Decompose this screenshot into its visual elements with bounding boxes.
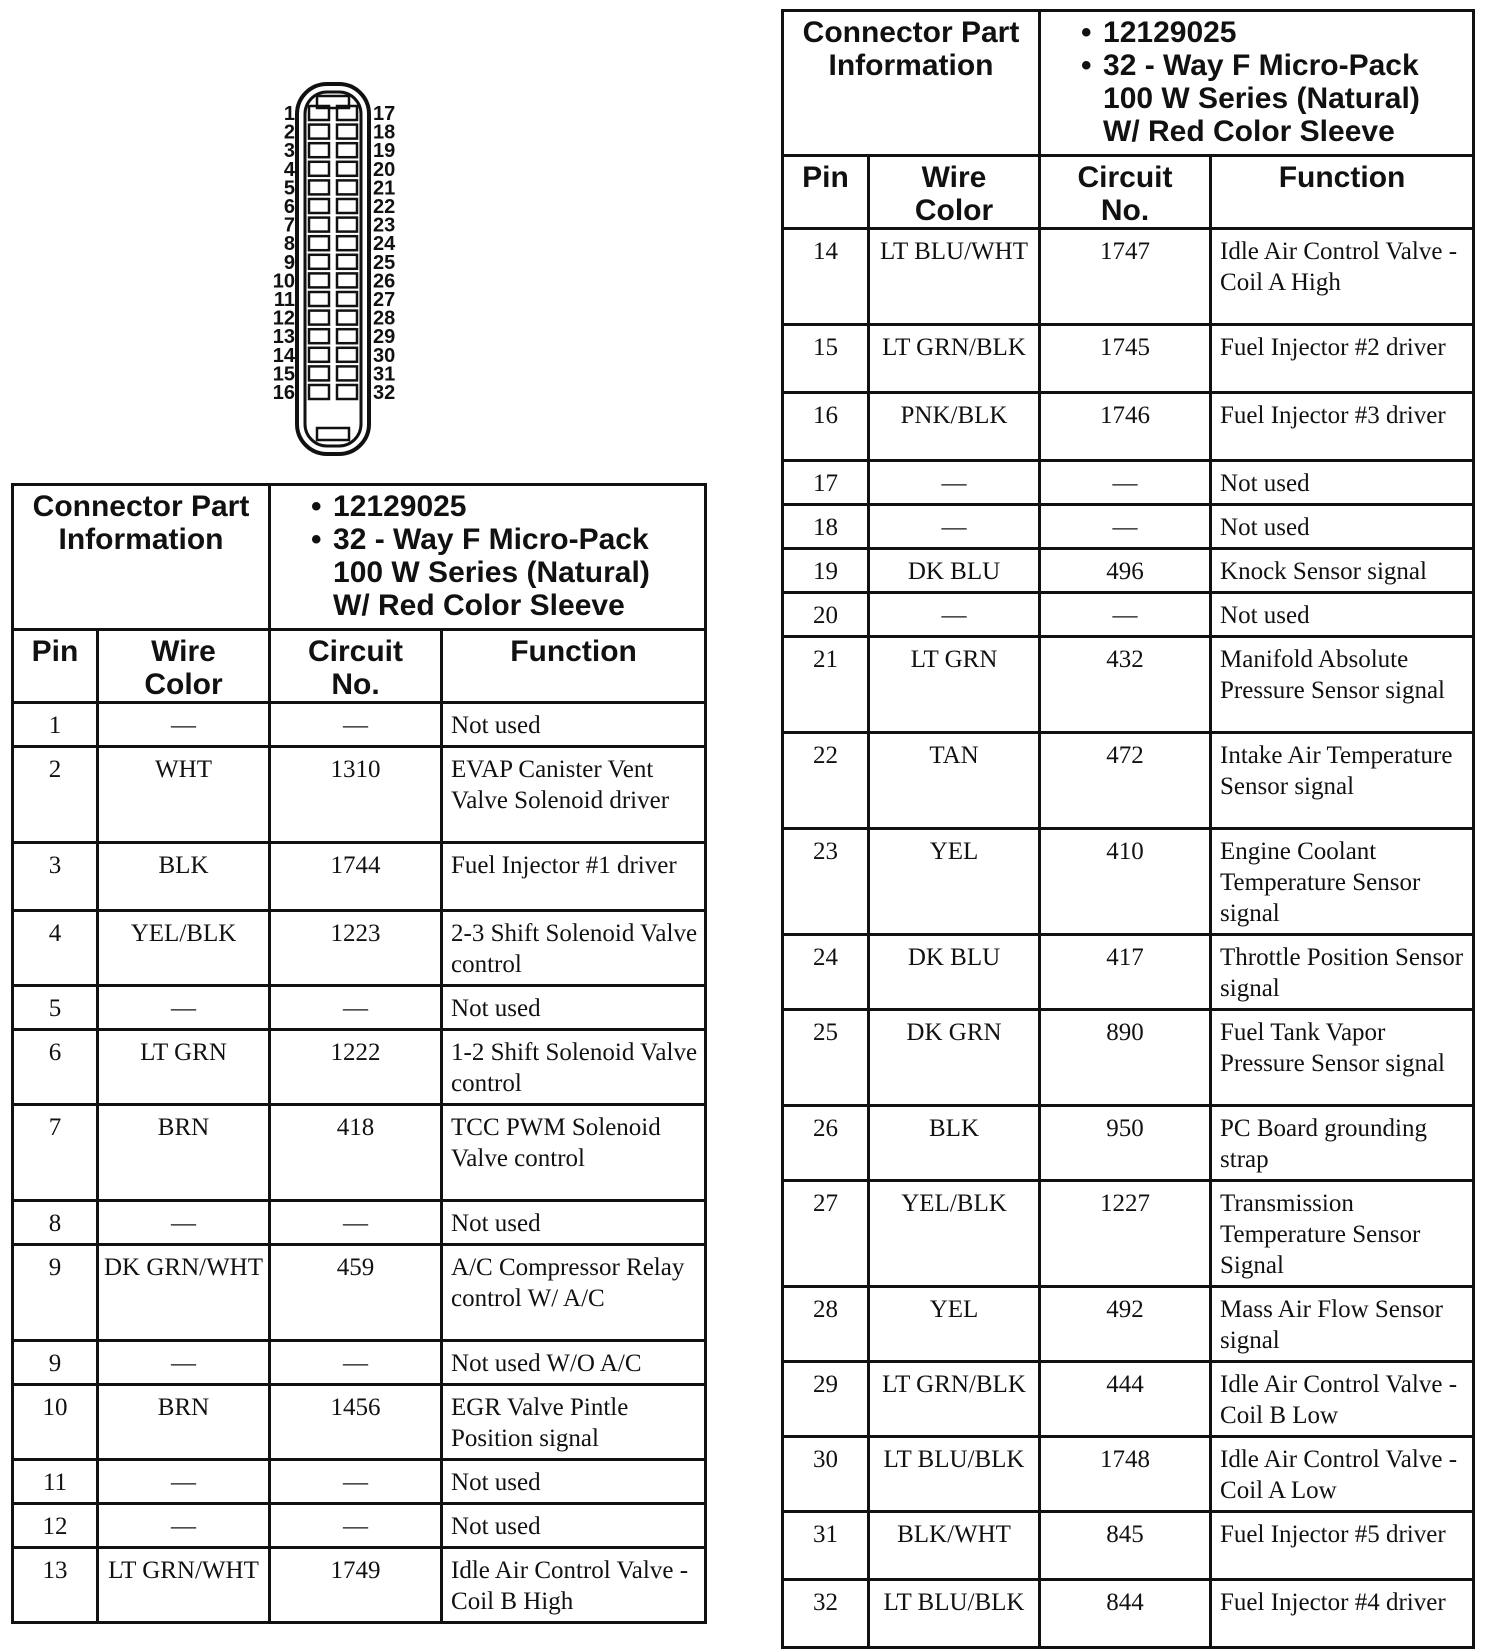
table-row (783, 935, 1474, 1010)
connector-pin-label-left: 5 (283, 177, 295, 200)
part-description-right (1081, 49, 1472, 148)
table-row (783, 637, 1474, 733)
circuit-cell: 890 (1040, 1010, 1211, 1106)
cavity-left (309, 311, 329, 325)
connector-pin-label-right: 27 (373, 289, 396, 311)
pin-cell: 24 (783, 935, 869, 1010)
pin-cell: 2 (13, 747, 98, 843)
cavity-right (337, 199, 357, 213)
function-cell: 1-2 Shift Solenoid Valve control (442, 1030, 706, 1105)
col-header-wire-color-right (869, 156, 1040, 229)
table-row (783, 1181, 1474, 1287)
circuit-cell: 1748 (1040, 1437, 1211, 1512)
wire-color-cell: LT GRN (98, 1030, 270, 1105)
table-row (783, 733, 1474, 829)
function-cell: 2-3 Shift Solenoid Valve control (442, 911, 706, 986)
connector-part-label-line2: Information (58, 523, 224, 556)
circuit-cell: 432 (1040, 637, 1211, 733)
col-header-circuit-text-2: No. (331, 668, 380, 701)
pin-cell: 22 (783, 733, 869, 829)
table-row (783, 1010, 1474, 1106)
table-row (13, 1385, 706, 1460)
table-row (783, 549, 1474, 593)
cavity-right (337, 236, 357, 250)
part-number-right: • 12129025 (1081, 16, 1472, 49)
connector-pin-label-right: 25 (373, 251, 396, 274)
function-cell: Not used (1211, 505, 1474, 549)
function-cell: Fuel Injector #3 driver (1211, 393, 1474, 461)
connector-part-label (13, 485, 270, 630)
function-cell: Not used (442, 1201, 706, 1245)
circuit-cell: — (270, 986, 442, 1030)
table-row (13, 1548, 706, 1623)
cavity-right (337, 273, 357, 287)
connector-pin-label-right: 29 (373, 326, 396, 349)
connector-cavities (309, 106, 357, 399)
function-cell: Fuel Injector #2 driver (1211, 325, 1474, 393)
table-row (783, 593, 1474, 637)
circuit-cell: — (270, 1201, 442, 1245)
wire-color-cell: LT BLU/BLK (869, 1580, 1040, 1648)
col-header-function-right (1211, 156, 1474, 229)
pin-cell: 14 (783, 229, 869, 325)
connector-pin-label-right: 21 (373, 177, 396, 200)
col-header-circuit-text-1: Circuit (308, 635, 404, 668)
cavity-right (337, 218, 357, 232)
pin-cell: 19 (783, 549, 869, 593)
connector-pin-label-right: 20 (373, 158, 396, 181)
table-row (783, 829, 1474, 935)
circuit-cell: 1227 (1040, 1181, 1211, 1287)
table-row (13, 703, 706, 747)
wire-color-cell: YEL/BLK (869, 1181, 1040, 1287)
wire-color-cell: — (98, 1460, 270, 1504)
connector-part-label-right (783, 11, 1040, 156)
connector-pin-label-left: 11 (273, 289, 295, 311)
pin-cell: 23 (783, 829, 869, 935)
col-header-wire-text-2: Color (144, 668, 223, 701)
wire-color-cell: YEL/BLK (98, 911, 270, 986)
connector-pin-label-right: 32 (373, 382, 396, 404)
wire-color-cell: DK GRN/WHT (98, 1245, 270, 1341)
function-cell: Fuel Tank Vapor Pressure Sensor signal (1211, 1010, 1474, 1106)
connector-part-label-line1-right: Connector Part (802, 16, 1020, 49)
connector-pin-label-left: 10 (272, 270, 295, 293)
wire-color-cell: BLK/WHT (869, 1512, 1040, 1580)
connector-pin-label-right: 18 (373, 121, 396, 144)
connector-pin-label-right: 17 (373, 103, 396, 125)
part-desc-line1-right: • 32 - Way F Micro-Pack (1103, 49, 1419, 82)
connector-part-label-line1: Connector Part (32, 490, 250, 523)
cavity-left (309, 143, 329, 157)
function-cell: Knock Sensor signal (1211, 549, 1474, 593)
pin-cell: 18 (783, 505, 869, 549)
function-cell: Not used (442, 986, 706, 1030)
cavity-left (309, 125, 329, 139)
function-cell: Manifold Absolute Pressure Sensor signal (1211, 637, 1474, 733)
table-row (783, 1512, 1474, 1580)
cavity-right (337, 385, 357, 399)
wire-color-cell: — (98, 986, 270, 1030)
pin-cell: 3 (13, 843, 98, 911)
function-cell: Idle Air Control Valve - Coil B Low (1211, 1362, 1474, 1437)
pin-cell: 1 (13, 703, 98, 747)
part-desc-line1: • 32 - Way F Micro-Pack (333, 523, 649, 556)
wire-color-cell: — (98, 1341, 270, 1385)
cavity-left (309, 273, 329, 287)
circuit-cell: 1747 (1040, 229, 1211, 325)
function-cell: Intake Air Temperature Sensor signal (1211, 733, 1474, 829)
function-cell: Not used (1211, 593, 1474, 637)
part-number: • 12129025 (311, 490, 704, 523)
table-row (783, 325, 1474, 393)
connector-pin-label-left: 3 (283, 140, 295, 163)
pin-cell: 12 (13, 1504, 98, 1548)
connector-part-info (270, 485, 706, 630)
circuit-cell: 950 (1040, 1106, 1211, 1181)
circuit-cell: 472 (1040, 733, 1211, 829)
wire-color-cell: BLK (98, 843, 270, 911)
col-header-wire-color (98, 630, 270, 703)
function-cell: Not used (442, 703, 706, 747)
circuit-cell: 1223 (270, 911, 442, 986)
wire-color-cell: WHT (98, 747, 270, 843)
circuit-cell: 1749 (270, 1548, 442, 1623)
col-header-pin-right (783, 156, 869, 229)
circuit-cell: 1310 (270, 747, 442, 843)
col-header-wire-text-1: Wire (151, 635, 216, 668)
pin-cell: 27 (783, 1181, 869, 1287)
circuit-cell: — (1040, 461, 1211, 505)
circuit-cell: 444 (1040, 1362, 1211, 1437)
part-description (311, 523, 704, 622)
function-cell: PC Board grounding strap (1211, 1106, 1474, 1181)
table-row (783, 461, 1474, 505)
circuit-cell: 1746 (1040, 393, 1211, 461)
connector-pin-labels (273, 103, 396, 404)
circuit-cell: 1456 (270, 1385, 442, 1460)
table-row (13, 747, 706, 843)
pin-cell: 25 (783, 1010, 869, 1106)
table-row (783, 1580, 1474, 1648)
wire-color-cell: — (869, 505, 1040, 549)
table-row (13, 1245, 706, 1341)
circuit-cell: 496 (1040, 549, 1211, 593)
connector-pin-label-left: 15 (272, 363, 295, 386)
cavity-left (309, 385, 329, 399)
table-row (13, 911, 706, 986)
connector-pin-label-left: 14 (272, 344, 295, 367)
wire-color-cell: DK BLU (869, 549, 1040, 593)
connector-pin-label-right: 22 (373, 196, 396, 218)
pin-cell: 17 (783, 461, 869, 505)
pin-cell: 16 (783, 393, 869, 461)
table-row (13, 843, 706, 911)
wire-color-cell: BLK (869, 1106, 1040, 1181)
table-row (13, 1201, 706, 1245)
function-cell: Mass Air Flow Sensor signal (1211, 1287, 1474, 1362)
table-row (13, 986, 706, 1030)
connector-diagram (265, 82, 435, 462)
connector-part-info-right (1040, 11, 1474, 156)
cavity-left (309, 236, 329, 250)
pin-cell: 10 (13, 1385, 98, 1460)
circuit-cell: — (270, 1460, 442, 1504)
pin-cell: 32 (783, 1580, 869, 1648)
cavity-left (309, 218, 329, 232)
part-desc-line2: 100 W Series (Natural) (333, 556, 650, 589)
pin-cell: 9 (13, 1341, 98, 1385)
pin-cell: 26 (783, 1106, 869, 1181)
cavity-right (337, 255, 357, 269)
function-cell: Idle Air Control Valve - Coil A High (1211, 229, 1474, 325)
cavity-left (309, 366, 329, 380)
cavity-right (337, 311, 357, 325)
connector-pin-label-left: 4 (283, 158, 295, 181)
function-cell: A/C Compressor Relay control W/ A/C (442, 1245, 706, 1341)
circuit-cell: — (270, 703, 442, 747)
wire-color-cell: — (869, 461, 1040, 505)
col-header-function (442, 630, 706, 703)
table-row (783, 505, 1474, 549)
function-cell: Fuel Injector #5 driver (1211, 1512, 1474, 1580)
pin-cell: 9 (13, 1245, 98, 1341)
pinout-table-left (11, 483, 707, 1624)
pin-cell: 8 (13, 1201, 98, 1245)
col-header-circuit-text-1-right: Circuit (1077, 161, 1173, 194)
pin-cell: 13 (13, 1548, 98, 1623)
wire-color-cell: LT GRN (869, 637, 1040, 733)
function-cell: Idle Air Control Valve - Coil B High (442, 1548, 706, 1623)
cavity-right (337, 143, 357, 157)
wire-color-cell: LT GRN/BLK (869, 325, 1040, 393)
function-cell: Not used W/O A/C (442, 1341, 706, 1385)
circuit-cell: — (270, 1341, 442, 1385)
pin-cell: 4 (13, 911, 98, 986)
function-cell: Not used (1211, 461, 1474, 505)
table-row (13, 1460, 706, 1504)
table-row (783, 1287, 1474, 1362)
connector-pin-label-right: 24 (373, 233, 396, 256)
cavity-right (337, 292, 357, 306)
cavity-right (337, 348, 357, 362)
wire-color-cell: TAN (869, 733, 1040, 829)
col-header-circuit (270, 630, 442, 703)
circuit-cell: 1744 (270, 843, 442, 911)
circuit-cell: 410 (1040, 829, 1211, 935)
pin-cell: 31 (783, 1512, 869, 1580)
wire-color-cell: LT GRN/WHT (98, 1548, 270, 1623)
cavity-left (309, 348, 329, 362)
col-header-wire-text-1-right: Wire (921, 161, 987, 194)
wire-color-cell: LT BLU/BLK (869, 1437, 1040, 1512)
col-header-circuit-right (1040, 156, 1211, 229)
col-header-wire-text-2-right: Color (914, 194, 994, 227)
circuit-cell: 1222 (270, 1030, 442, 1105)
circuit-cell: 1745 (1040, 325, 1211, 393)
wire-color-cell: DK GRN (869, 1010, 1040, 1106)
function-cell: Not used (442, 1460, 706, 1504)
col-header-pin-text-right: Pin (802, 161, 849, 194)
cavity-right (337, 162, 357, 176)
table-row (783, 1106, 1474, 1181)
cavity-left (309, 162, 329, 176)
cavity-right (337, 329, 357, 343)
wire-color-cell: LT GRN/BLK (869, 1362, 1040, 1437)
connector-pin-label-right: 19 (373, 140, 396, 163)
cavity-left (309, 255, 329, 269)
cavity-left (309, 329, 329, 343)
wire-color-cell: — (869, 593, 1040, 637)
cavity-left (309, 199, 329, 213)
connector-pin-label-right: 30 (373, 344, 396, 367)
cavity-left (309, 292, 329, 306)
pin-cell: 28 (783, 1287, 869, 1362)
col-header-circuit-text-2-right: No. (1100, 194, 1150, 227)
pin-cell: 21 (783, 637, 869, 733)
circuit-cell: 459 (270, 1245, 442, 1341)
wire-color-cell: LT BLU/WHT (869, 229, 1040, 325)
connector-pin-label-left: 9 (283, 251, 295, 274)
cavity-right (337, 366, 357, 380)
wire-color-cell: PNK/BLK (869, 393, 1040, 461)
pin-cell: 7 (13, 1105, 98, 1201)
col-header-pin (13, 630, 98, 703)
part-desc-line3-right: W/ Red Color Sleeve (1103, 115, 1395, 148)
pin-cell: 15 (783, 325, 869, 393)
pinout-table-right (781, 9, 1475, 1649)
col-header-function-text-right: Function (1278, 161, 1406, 194)
circuit-cell: 845 (1040, 1512, 1211, 1580)
wire-color-cell: YEL (869, 829, 1040, 935)
pin-cell: 5 (13, 986, 98, 1030)
cavity-left (309, 180, 329, 194)
function-cell: Not used (442, 1504, 706, 1548)
table-row (783, 393, 1474, 461)
col-header-function-text: Function (510, 635, 637, 668)
connector-pin-label-right: 28 (373, 307, 396, 330)
connector-pin-label-left: 8 (283, 233, 295, 256)
part-desc-line2-right: 100 W Series (Natural) (1103, 82, 1420, 115)
function-cell: Transmission Temperature Sensor Signal (1211, 1181, 1474, 1287)
wire-color-cell: DK BLU (869, 935, 1040, 1010)
wire-color-cell: YEL (869, 1287, 1040, 1362)
circuit-cell: — (1040, 505, 1211, 549)
pin-cell: 11 (13, 1460, 98, 1504)
function-cell: Idle Air Control Valve - Coil A Low (1211, 1437, 1474, 1512)
connector-pin-label-right: 26 (373, 270, 396, 293)
connector-pin-label-left: 6 (283, 196, 295, 218)
pin-cell: 30 (783, 1437, 869, 1512)
wire-color-cell: — (98, 1504, 270, 1548)
wire-color-cell: — (98, 1201, 270, 1245)
connector-pin-label-right: 31 (373, 363, 396, 386)
connector-pin-label-left: 1 (283, 103, 295, 125)
connector-part-label-line2-right: Information (828, 49, 994, 82)
wire-color-cell: BRN (98, 1105, 270, 1201)
table-row (783, 229, 1474, 325)
connector-pin-label-left: 16 (272, 382, 295, 404)
col-header-pin-text: Pin (31, 635, 79, 668)
function-cell: Fuel Injector #4 driver (1211, 1580, 1474, 1648)
circuit-cell: 492 (1040, 1287, 1211, 1362)
connector-pin-label-left: 2 (283, 121, 295, 144)
table-row (783, 1437, 1474, 1512)
connector-pin-label-left: 7 (283, 214, 295, 237)
pin-cell: 6 (13, 1030, 98, 1105)
function-cell: Throttle Position Sensor signal (1211, 935, 1474, 1010)
function-cell: Fuel Injector #1 driver (442, 843, 706, 911)
function-cell: TCC PWM Solenoid Valve control (442, 1105, 706, 1201)
wire-color-cell: — (98, 703, 270, 747)
circuit-cell: 417 (1040, 935, 1211, 1010)
table-row (13, 1341, 706, 1385)
connector-pin-label-left: 12 (272, 307, 295, 330)
pin-cell: 29 (783, 1362, 869, 1437)
circuit-cell: 418 (270, 1105, 442, 1201)
table-row (783, 1362, 1474, 1437)
function-cell: EGR Valve Pintle Position signal (442, 1385, 706, 1460)
connector-pin-label-right: 23 (373, 214, 396, 237)
pin-cell: 20 (783, 593, 869, 637)
table-row (13, 1105, 706, 1201)
wire-color-cell: BRN (98, 1385, 270, 1460)
cavity-right (337, 125, 357, 139)
function-cell: Engine Coolant Temperature Sensor signal (1211, 829, 1474, 935)
cavity-right (337, 180, 357, 194)
function-cell: EVAP Canister Vent Valve Solenoid driver (442, 747, 706, 843)
table-row (13, 1030, 706, 1105)
part-desc-line3: W/ Red Color Sleeve (333, 589, 625, 622)
table-row (13, 1504, 706, 1548)
circuit-cell: 844 (1040, 1580, 1211, 1648)
circuit-cell: — (270, 1504, 442, 1548)
connector-pin-label-left: 13 (272, 326, 295, 349)
circuit-cell: — (1040, 593, 1211, 637)
